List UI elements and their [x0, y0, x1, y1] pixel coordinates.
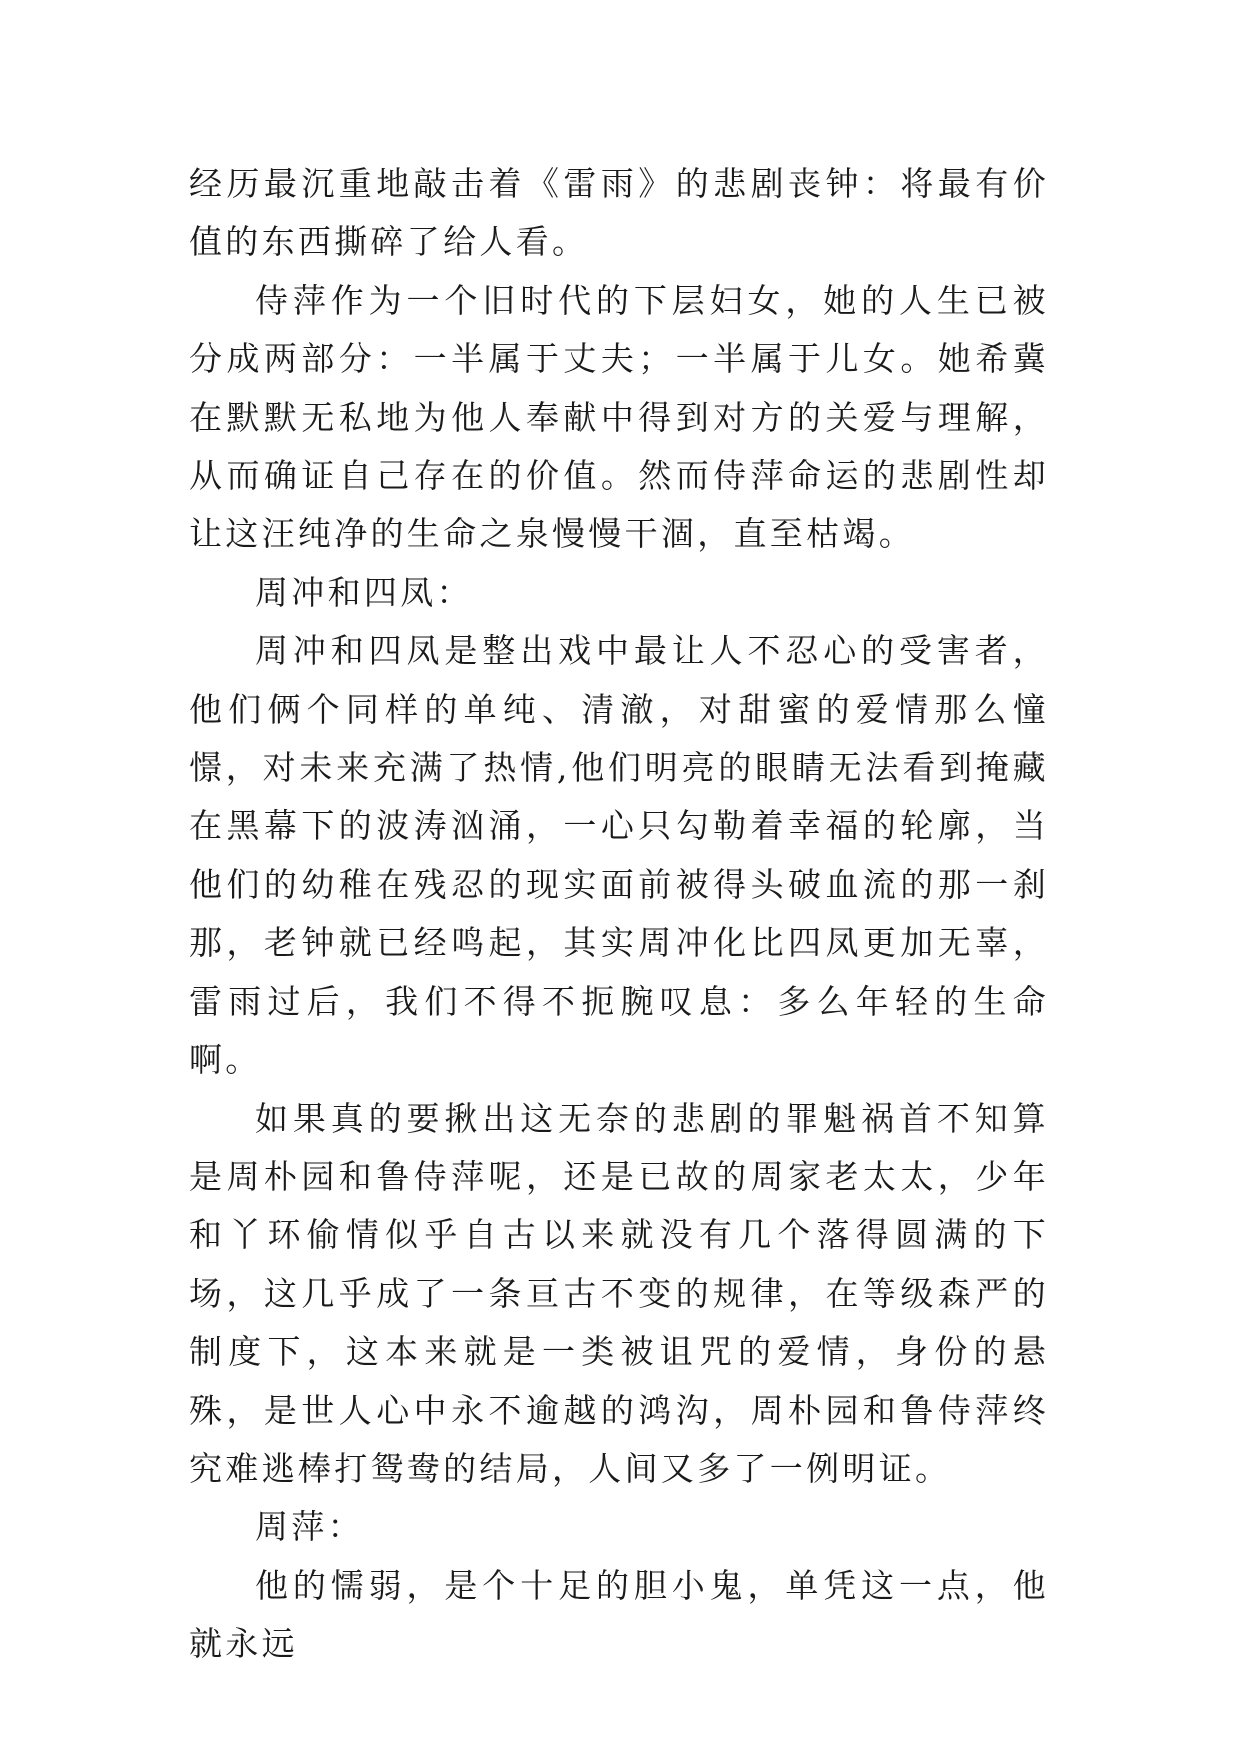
section-heading-zhouping: 周萍：: [255, 1507, 364, 1547]
paragraph-1: 经历最沉重地敲击着《雷雨》的悲剧丧钟：将最有价值的东西撕碎了给人看。: [189, 164, 1049, 262]
section-heading-zhouchong-sifeng: 周冲和四凤：: [255, 572, 473, 612]
body-text: [189, 155, 1049, 1674]
paragraph-3: 周冲和四凤是整出戏中最让人不忍心的受害者，他们俩个同样的单纯、清澈，对甜蜜的爱情那么憧憬，对未来充满了热情,他们明亮的眼睛无法看到掩藏在黑幕下的波涛汹涌，一心只勾勒着幸福的轮廓，当他们的幼稚在残忍的现实面前被得头破血流的那一刹那，老钟就已经鸣起，其实周冲化比四凤更加无辜，雷雨过后，我们不得不扼腕叹息：多么年轻的生命啊。: [189, 631, 1049, 1080]
paragraph-2: 侍萍作为一个旧时代的下层妇女，她的人生已被分成两部分：一半属于丈夫；一半属于儿女。她希冀在默默无私地为他人奉献中得到对方的关爱与理解，从而确证自己存在的价值。然而侍萍命运的悲剧性却让这汪纯净的生命之泉慢慢干涸，直至枯竭。: [189, 280, 1049, 554]
paragraph-4: 如果真的要揪出这无奈的悲剧的罪魁祸首不知算是周朴园和鲁侍萍呢，还是已故的周家老太太，少年和丫环偷情似乎自古以来就没有几个落得圆满的下场，这几乎成了一条亘古不变的规律，在等级森严的制度下，这本来就是一类被诅咒的爱情，身份的悬殊，是世人心中永不逾越的鸿沟，周朴园和鲁侍萍终究难逃棒打鸳鸯的结局，人间又多了一例明证。: [189, 1098, 1049, 1488]
paragraph-5: 他的懦弱，是个十足的胆小鬼，单凭这一点，他就永远: [189, 1565, 1049, 1664]
